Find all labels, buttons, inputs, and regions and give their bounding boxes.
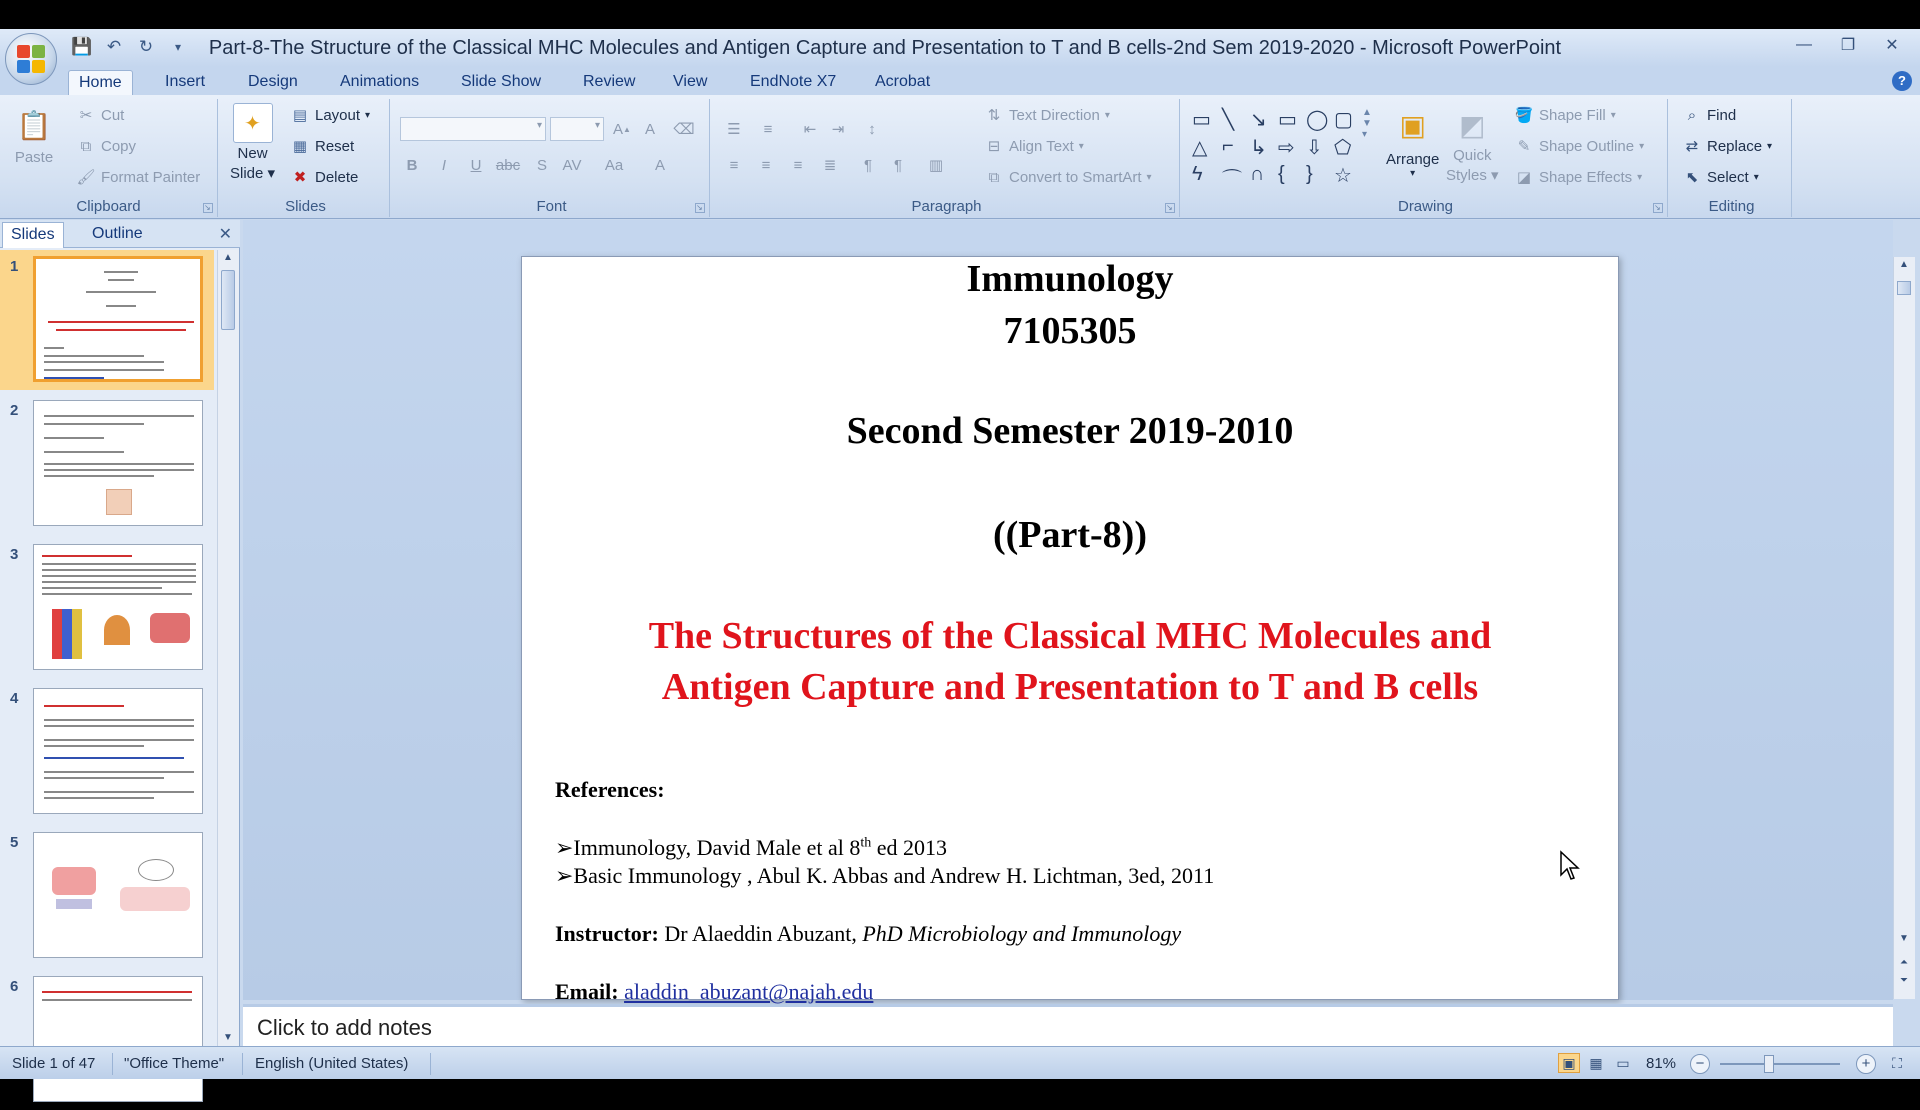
notes-placeholder[interactable]: Click to add notes xyxy=(257,1015,432,1040)
elbow-connector-icon[interactable]: ⌐ xyxy=(1222,135,1234,157)
tab-slides[interactable]: Slides xyxy=(2,222,64,248)
oval-shape-icon[interactable]: ◯ xyxy=(1306,109,1329,131)
left-brace-shape-icon[interactable]: { xyxy=(1278,163,1285,185)
arrange-button[interactable]: ▣ Arrange ▾ xyxy=(1386,105,1439,179)
right-arrow-shape-icon[interactable]: ⇨ xyxy=(1278,137,1295,159)
zoom-in-icon[interactable]: + xyxy=(1856,1054,1876,1074)
line-shape-icon[interactable]: ╲ xyxy=(1222,109,1235,131)
arrow-line-shape-icon[interactable]: ↘ xyxy=(1250,109,1267,131)
select-button[interactable]: ⬉ Select ▾ xyxy=(1682,167,1759,187)
align-right-icon[interactable]: ≡ xyxy=(793,156,803,174)
zoom-out-icon[interactable]: − xyxy=(1690,1054,1710,1074)
slide-course-code[interactable]: 7105305 xyxy=(1003,310,1137,352)
italic-icon[interactable]: I xyxy=(441,156,447,174)
scroll-up-icon[interactable]: ▲ xyxy=(223,252,233,263)
shape-effects-button[interactable]: ◪ Shape Effects ▾ xyxy=(1514,167,1642,187)
thumbnail-preview xyxy=(33,256,203,382)
rectangle-shape-icon[interactable]: ▭ xyxy=(1278,109,1297,131)
office-logo-icon xyxy=(17,45,45,73)
strikethrough-icon[interactable]: abc xyxy=(495,156,521,174)
delete-icon: ✖ xyxy=(293,169,307,186)
align-center-icon[interactable]: ≡ xyxy=(761,156,771,174)
align-text-button[interactable]: ⊟ Align Text ▾ xyxy=(984,136,1084,156)
tab-view[interactable]: View xyxy=(673,73,708,90)
drawing-group xyxy=(1184,99,1668,217)
tab-insert[interactable]: Insert xyxy=(165,73,206,90)
mouse-cursor-icon xyxy=(1560,851,1580,881)
slide-thumbnail-6[interactable]: 6 xyxy=(0,970,214,1110)
textbox-shape-icon[interactable]: ▭ xyxy=(1192,109,1211,131)
right-brace-shape-icon[interactable]: } xyxy=(1306,163,1313,185)
slides-panel xyxy=(0,220,240,1046)
elbow-arrow-icon[interactable]: ↳ xyxy=(1250,137,1267,159)
tab-home[interactable]: Home xyxy=(68,70,133,95)
tab-endnote[interactable]: EndNote X7 xyxy=(750,73,837,90)
thumbnail-preview xyxy=(33,976,203,1102)
group-label-font: Font xyxy=(536,198,567,215)
slide-sorter-icon[interactable]: ▦ xyxy=(1589,1054,1603,1071)
office-button[interactable] xyxy=(5,33,57,85)
shrink-font-icon[interactable]: A xyxy=(644,120,655,138)
slide-main-title-line2[interactable]: Antigen Capture and Presentation to T and B cells xyxy=(661,666,1479,708)
rounded-rect-shape-icon[interactable]: ▢ xyxy=(1334,109,1353,131)
triangle-shape-icon[interactable]: △ xyxy=(1192,137,1208,159)
font-color-icon[interactable]: A xyxy=(654,156,665,174)
panel-tabs xyxy=(0,220,240,248)
change-case-icon[interactable]: Aa xyxy=(604,156,624,174)
shadow-icon[interactable]: S xyxy=(536,156,547,174)
paste-icon: 📋 xyxy=(16,109,52,141)
scroll-thumb[interactable] xyxy=(1897,281,1911,295)
brush-icon: 🖌 xyxy=(76,169,96,186)
save-icon[interactable]: 💾 xyxy=(71,37,93,56)
slide-course-title[interactable]: Immunology xyxy=(966,258,1174,300)
pentagon-shape-icon[interactable]: ⬠ xyxy=(1334,137,1352,159)
scissors-icon: ✂ xyxy=(79,107,93,124)
paste-button[interactable]: 📋 Paste xyxy=(14,105,54,166)
tab-animations[interactable]: Animations xyxy=(340,73,420,90)
fit-to-window-icon[interactable]: ⛶ xyxy=(1892,1054,1902,1071)
minimize-icon[interactable]: — xyxy=(1796,36,1812,53)
star-shape-icon[interactable]: ☆ xyxy=(1334,165,1352,187)
align-left-icon[interactable]: ≡ xyxy=(729,156,739,174)
arrange-icon: ▣ xyxy=(1399,109,1426,141)
next-slide-icon[interactable]: ⏷ xyxy=(1900,975,1908,986)
shape-outline-button[interactable]: ✎ Shape Outline ▾ xyxy=(1514,136,1644,156)
columns-icon[interactable]: ▥ xyxy=(928,157,944,174)
clear-formatting-icon[interactable]: ⌫ xyxy=(673,121,695,138)
binoculars-icon: ⌕ xyxy=(1687,106,1697,124)
drawing-launcher-icon[interactable]: ↘ xyxy=(1653,203,1663,213)
justify-icon[interactable]: ≣ xyxy=(823,157,837,174)
copy-icon: ⧉ xyxy=(80,137,92,155)
slide-thumbnail-3[interactable]: 3 xyxy=(0,538,214,678)
thumbnail-preview xyxy=(33,400,203,526)
group-label-clipboard: Clipboard xyxy=(76,198,141,215)
increase-indent-icon[interactable]: ⇥ xyxy=(831,121,845,138)
decrease-indent-icon[interactable]: ⇤ xyxy=(803,121,817,138)
status-bar xyxy=(0,1046,1920,1079)
language-indicator[interactable]: English (United States) xyxy=(255,1055,409,1072)
clipboard-group xyxy=(0,99,218,217)
email-line[interactable]: Email: aladdin_abuzant@najah.edu xyxy=(555,979,874,1004)
thumbnail-preview xyxy=(33,544,203,670)
paint-bucket-icon: 🪣 xyxy=(1514,107,1534,124)
scroll-thumb[interactable] xyxy=(221,270,235,330)
character-spacing-icon[interactable]: AV xyxy=(562,156,582,174)
replace-icon: ⇄ xyxy=(1685,138,1699,155)
format-painter-button[interactable]: 🖌 Format Painter xyxy=(76,168,201,186)
window-controls xyxy=(1786,31,1910,59)
convert-smartart-button[interactable]: ⧉ Convert to SmartArt ▾ xyxy=(984,167,1152,187)
slides-group xyxy=(222,99,390,217)
notes-pane[interactable] xyxy=(243,1004,1893,1046)
thumbnails-scrollbar[interactable] xyxy=(217,250,239,1046)
replace-button[interactable]: ⇄ Replace ▾ xyxy=(1682,136,1772,156)
slide-part[interactable]: ((Part-8)) xyxy=(992,514,1147,556)
reference-1[interactable]: ➢Immunology, David Male et al 8th ed 2013 xyxy=(555,835,948,860)
close-panel-icon[interactable]: ✕ xyxy=(218,226,232,243)
thumbnail-preview xyxy=(33,688,203,814)
email-link[interactable]: aladdin_abuzant@najah.edu xyxy=(624,979,874,1004)
text-direction-button[interactable]: ⇅ Text Direction ▾ xyxy=(984,105,1110,125)
font-name-combo[interactable]: ▾ xyxy=(400,117,546,141)
underline-icon[interactable]: U xyxy=(470,156,482,174)
paragraph-launcher-icon[interactable]: ↘ xyxy=(1165,203,1175,213)
zoom-slider-thumb[interactable] xyxy=(1764,1055,1774,1073)
references-label[interactable]: References: xyxy=(555,777,665,802)
restore-icon[interactable]: ❐ xyxy=(1840,37,1856,54)
close-icon[interactable]: ✕ xyxy=(1885,37,1899,54)
undo-icon[interactable]: ↶ xyxy=(106,37,122,56)
tab-outline[interactable]: Outline xyxy=(92,225,143,242)
select-pointer-icon: ⬉ xyxy=(1685,169,1699,186)
quick-styles-button[interactable]: ◩ Quick Styles ▾ xyxy=(1446,105,1499,184)
tab-review[interactable]: Review xyxy=(583,73,636,90)
instructor-line[interactable]: Instructor: Dr Alaeddin Abuzant, PhD Microbiology and Immunology xyxy=(555,921,1182,946)
window-title: Part-8-The Structure of the Classical MHC Molecules and Antigen Capture and Presentation to T and B cells-2nd Sem 2019-2020 - Microsoft PowerPoint xyxy=(208,37,1562,59)
group-label-slides: Slides xyxy=(285,198,326,215)
line-spacing-icon[interactable]: ↕ xyxy=(868,120,876,138)
ltr-icon[interactable]: ¶ xyxy=(863,156,873,174)
find-button[interactable]: ⌕ Find xyxy=(1682,105,1736,125)
shapes-more-icon[interactable]: ▲ ▼ ▾ xyxy=(1362,107,1372,140)
redo-icon[interactable]: ↻ xyxy=(138,37,154,56)
scroll-down-icon[interactable]: ▼ xyxy=(1899,933,1909,944)
grow-font-icon[interactable]: A ▲ xyxy=(613,120,631,138)
font-launcher-icon[interactable]: ↘ xyxy=(695,203,705,213)
zoom-level[interactable]: 81% xyxy=(1646,1055,1677,1072)
editing-group xyxy=(1672,99,1792,217)
slide-thumbnail-1[interactable]: 1 xyxy=(0,250,214,390)
group-label-paragraph: Paragraph xyxy=(911,198,982,215)
scroll-down-icon[interactable]: ▼ xyxy=(223,1032,233,1043)
curve-shape-icon[interactable]: ∩ xyxy=(1250,163,1265,185)
powerpoint-window xyxy=(0,29,1920,1072)
slide-thumbnail-5[interactable]: 5 xyxy=(0,826,214,966)
slide-thumbnail-2[interactable]: 2 xyxy=(0,394,214,534)
tab-design[interactable]: Design xyxy=(248,73,298,90)
slide-count: Slide 1 of 47 xyxy=(12,1055,96,1072)
group-label-drawing: Drawing xyxy=(1397,198,1454,215)
quick-styles-icon: ◩ xyxy=(1459,109,1486,141)
help-icon[interactable]: ? xyxy=(1892,71,1912,91)
zoom-slider[interactable] xyxy=(1720,1063,1840,1065)
slide-editing-area xyxy=(243,220,1893,1004)
theme-name: "Office Theme" xyxy=(124,1055,225,1072)
reset-button[interactable]: ▦ Reset xyxy=(290,136,354,156)
slide-thumbnail-4[interactable]: 4 xyxy=(0,682,214,822)
tab-slide-show[interactable]: Slide Show xyxy=(461,73,542,90)
layout-icon: ▤ xyxy=(292,107,308,124)
reference-2[interactable]: ➢Basic Immunology , Abul K. Abbas and Andrew H. Lichtman, 3ed, 2011 xyxy=(555,863,1215,888)
ribbon xyxy=(0,95,1920,219)
freeform-shape-icon[interactable]: ϟ xyxy=(1192,163,1203,185)
slide-semester[interactable]: Second Semester 2019-2010 xyxy=(846,410,1294,452)
previous-slide-icon[interactable]: ⏶ xyxy=(1900,957,1908,968)
down-arrow-shape-icon[interactable]: ⇩ xyxy=(1306,137,1323,159)
slide-main-title-line1[interactable]: The Structures of the Classical MHC Molecules and xyxy=(648,615,1492,657)
pen-icon: ✎ xyxy=(1517,138,1531,155)
slide-show-view-icon[interactable]: ▭ xyxy=(1616,1054,1630,1071)
font-group xyxy=(394,99,710,217)
delete-button[interactable]: ✖ Delete xyxy=(290,167,358,187)
clipboard-launcher-icon[interactable]: ↘ xyxy=(203,203,213,213)
slide-thumbnails xyxy=(0,250,214,1046)
customize-qat-icon[interactable]: ▾ xyxy=(174,40,182,54)
title-bar xyxy=(0,29,1920,67)
slide-canvas[interactable] xyxy=(521,256,1619,1004)
text-direction-icon: ⇅ xyxy=(987,107,1001,124)
new-slide-icon: ✦ xyxy=(233,103,273,143)
paragraph-group xyxy=(714,99,1180,217)
ribbon-tabs xyxy=(0,67,1920,95)
layout-button[interactable]: ▤ Layout ▾ xyxy=(290,105,370,125)
slide-scrollbar[interactable] xyxy=(1893,257,1915,999)
smartart-icon: ⧉ xyxy=(988,168,1000,186)
rtl-icon[interactable]: ¶ xyxy=(893,156,903,174)
font-size-combo[interactable]: ▾ xyxy=(550,117,604,141)
bold-icon[interactable]: B xyxy=(406,156,418,174)
effects-icon: ◪ xyxy=(1516,169,1532,186)
align-text-icon: ⊟ xyxy=(987,138,1001,155)
bullets-icon[interactable]: ☰ xyxy=(727,121,741,138)
cut-button[interactable]: ✂ Cut xyxy=(76,105,124,125)
arc-shape-icon[interactable]: ⌒ xyxy=(1222,169,1242,191)
thumbnail-preview xyxy=(33,832,203,958)
numbering-icon[interactable]: ≡ xyxy=(763,120,773,138)
tab-acrobat[interactable]: Acrobat xyxy=(875,73,931,90)
normal-view-icon[interactable]: ▣ xyxy=(1558,1053,1580,1073)
new-slide-button[interactable]: ✦ New Slide ▾ xyxy=(230,103,275,182)
shape-fill-button[interactable]: 🪣 Shape Fill ▾ xyxy=(1514,106,1616,124)
group-label-editing: Editing xyxy=(1708,198,1755,215)
reset-icon: ▦ xyxy=(292,138,308,155)
copy-button[interactable]: ⧉ Copy xyxy=(76,136,136,156)
scroll-up-icon[interactable]: ▲ xyxy=(1899,259,1909,270)
